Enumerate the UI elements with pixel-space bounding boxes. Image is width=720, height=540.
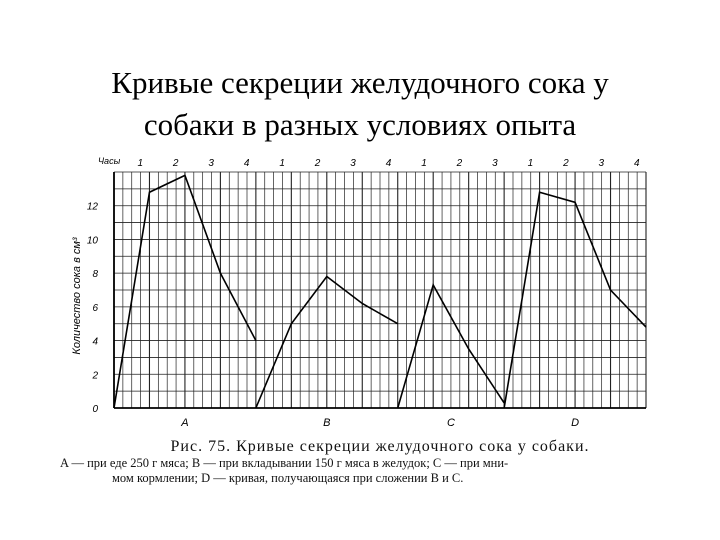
y-tick-label: 12 [86,201,98,213]
x-tick-label: 2 [456,158,463,169]
y-tick-label: 10 [86,235,98,247]
x-tick-label: 1 [137,158,144,169]
y-tick-label: 2 [92,370,98,382]
y-axis-label: Количество сока в см³ [71,237,83,355]
caption-line-2: мом кормлении; D — кривая, получающаяся при сложении B и C. [112,471,464,485]
chart-grid [114,172,646,408]
y-tick-label: 4 [92,336,98,348]
group-label: D [571,417,580,429]
y-tick-label: 0 [92,404,98,415]
x-tick-label: 1 [527,158,534,169]
x-tick-label: 4 [634,158,640,169]
hours-label: Часы [98,156,121,166]
x-tick-label: 2 [172,158,179,169]
x-tick-label: 3 [492,158,498,169]
slide-title-line-2: собаки в разных условиях опыта [143,107,577,142]
group-label: B [323,417,331,429]
group-label: C [446,417,455,429]
x-tick-label: 1 [421,158,427,169]
figure-caption [60,438,660,486]
x-tick-label: 3 [350,158,356,169]
x-tick-label: 4 [243,158,250,169]
x-tick-label: 3 [208,158,214,169]
group-label: A [181,417,189,429]
x-tick-label: 4 [385,158,392,169]
caption-heading: Рис. 75. Кривые секреции желудочного сока у собаки. [170,438,590,455]
x-tick-label: 2 [314,158,321,169]
slide-title-line-1: Кривые секреции желудочного сока у [111,65,609,100]
x-tick-label: 2 [563,158,569,169]
x-tick-label: 1 [279,158,285,169]
y-tick-label: 6 [92,302,98,314]
y-tick-label: 8 [92,269,98,281]
caption-line-1: A — при еде 250 г мяса; B — при вкладывании 150 г мяса в желудок; C — при мни- [60,456,509,470]
x-tick-label: 3 [598,158,605,169]
